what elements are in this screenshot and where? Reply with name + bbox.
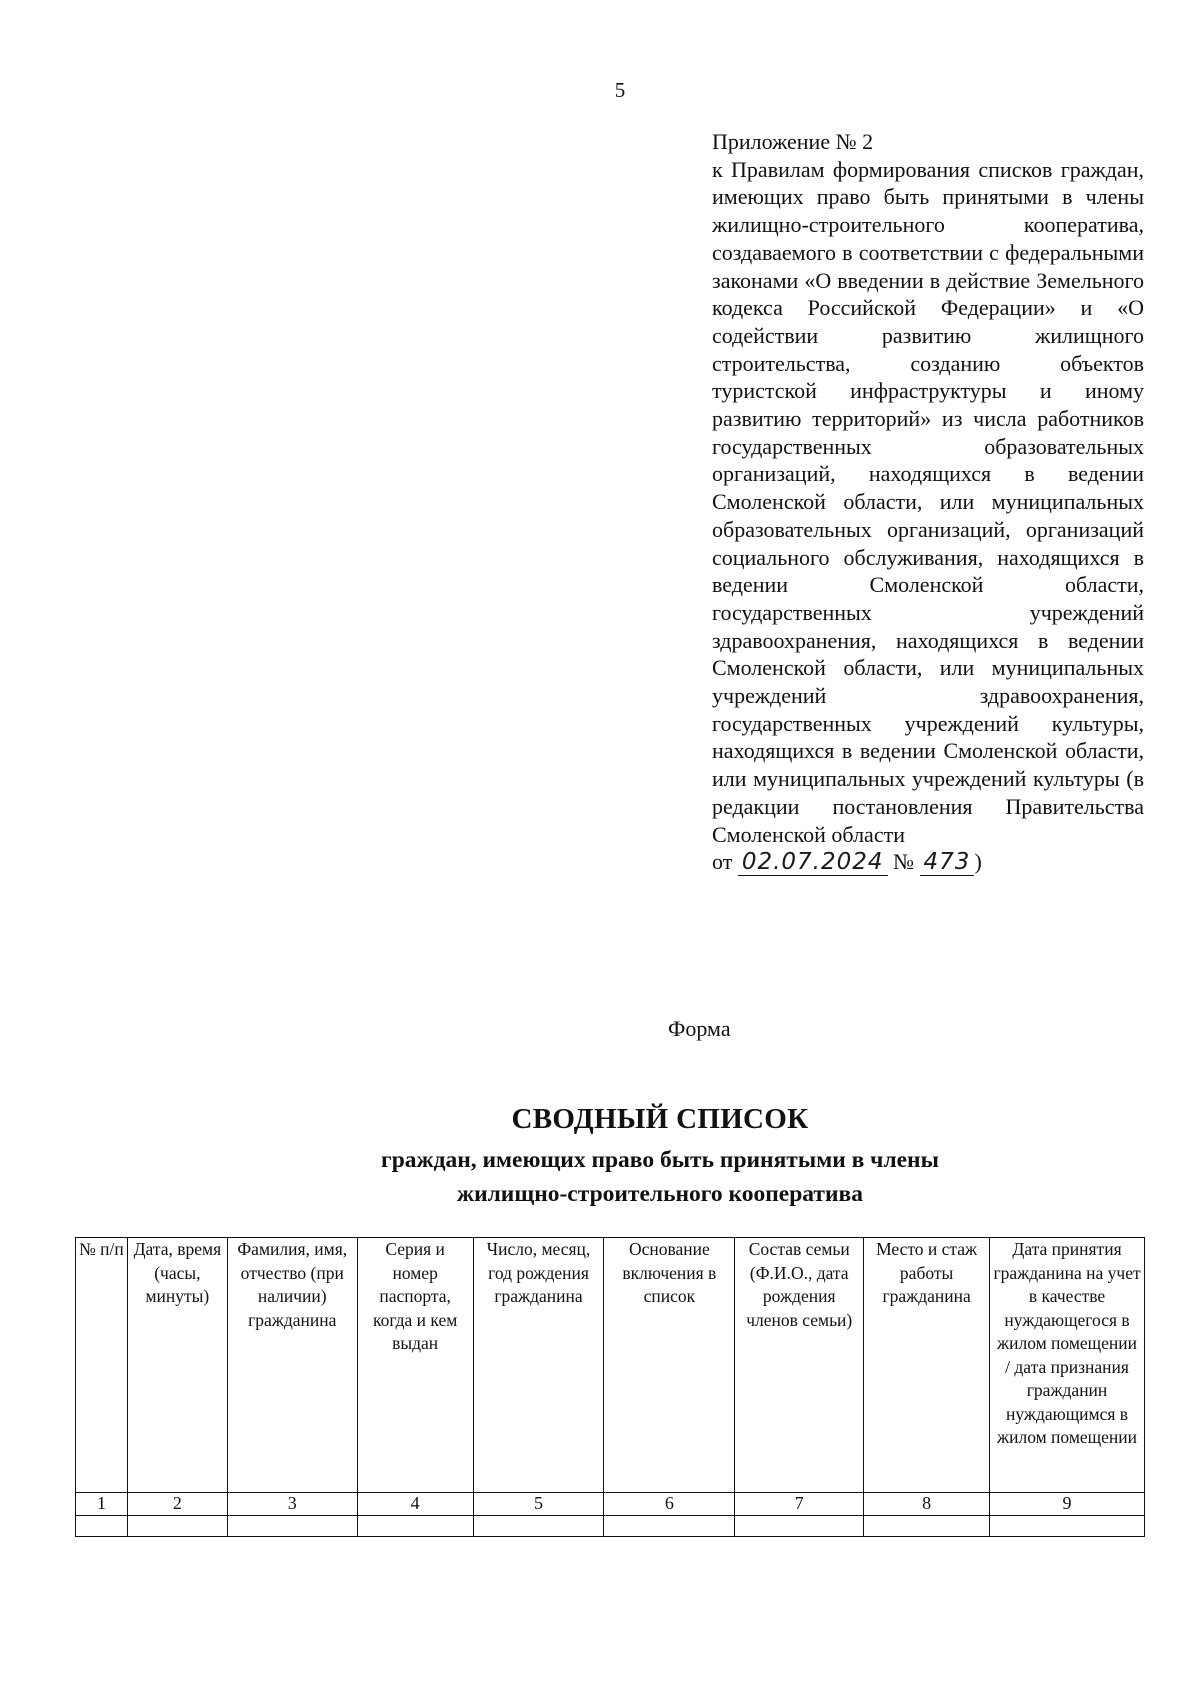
column-number: 7 xyxy=(735,1493,864,1516)
handwritten-number: 473 xyxy=(920,849,975,876)
column-number: 3 xyxy=(227,1493,357,1516)
header-row xyxy=(76,1238,1145,1493)
blank-cell xyxy=(357,1516,473,1537)
appendix-text: к Правилам формирования списков граждан, имеющих право быть принятыми в члены жилищно-строительного кооператива, создаваемого в соответствии с федеральными законами «О введении в действие Земельного кодекса Российской Федерации» и «О содействии развитию жилищного строительства, созданию объектов туристской инфраструктуры и иному развитию территорий» из числа работников государственных образовательных организаций, находящихся в ведении Смоленской области, или муниципальных образовательных организаций, организаций социального обслуживания, находящихся в ведении Смоленской области, государственных учреждений здравоохранения, находящихся в ведении Смоленской области, или муниципальных учреждений здравоохранения, государственных учреждений культуры, находящихся в ведении Смоленской области, или муниципальных учреждений культуры (в редакции постановления Правительства Смоленской области от 02.07.2024 № 473 ) xyxy=(712,156,1144,876)
blank-cell xyxy=(473,1516,604,1537)
register-table xyxy=(75,1237,1145,1537)
column-number: 8 xyxy=(864,1493,990,1516)
appendix-title: Приложение № 2 xyxy=(712,129,874,154)
header-cell-index: № п/п xyxy=(76,1238,128,1493)
column-number-row xyxy=(76,1493,1145,1516)
column-number: 2 xyxy=(127,1493,227,1516)
column-number: 6 xyxy=(604,1493,735,1516)
document-title: СВОДНЫЙ СПИСОК xyxy=(511,1103,809,1135)
subtitle-line-2: жилищно-строительного кооператива xyxy=(457,1181,863,1207)
header-cell-fullname: Фамилия, имя, отчество (при наличии) гражданина xyxy=(227,1238,357,1493)
blank-cell xyxy=(864,1516,990,1537)
header-cell-basis: Основание включения в список xyxy=(604,1238,735,1493)
column-number: 5 xyxy=(473,1493,604,1516)
appendix-block xyxy=(712,128,1144,877)
header-cell-family: Состав семьи (Ф.И.О., дата рождения членов семьи) xyxy=(735,1238,864,1493)
blank-cell xyxy=(735,1516,864,1537)
header-cell-passport: Серия и номер паспорта, когда и кем выдан xyxy=(357,1238,473,1493)
subtitle-line-1: граждан, имеющих право быть принятыми в члены xyxy=(381,1147,939,1173)
header-cell-birthdate: Число, месяц, год рождения гражданина xyxy=(473,1238,604,1493)
form-label: Форма xyxy=(668,1016,731,1041)
header-cell-registration-date: Дата принятия гражданина на учет в качестве нуждающегося в жилом помещении / дата признания гражданин нуждающимся в жилом помещении xyxy=(990,1238,1145,1493)
signature-line xyxy=(712,848,982,877)
blank-cell xyxy=(604,1516,735,1537)
column-number: 4 xyxy=(357,1493,473,1516)
handwritten-date: 02.07.2024 xyxy=(738,849,888,876)
from-label: от xyxy=(712,849,733,875)
blank-cell xyxy=(227,1516,357,1537)
blank-data-row xyxy=(76,1516,1145,1537)
header-cell-workplace: Место и стаж работы гражданина xyxy=(864,1238,990,1493)
closing-paren: ) xyxy=(974,849,982,875)
column-number: 9 xyxy=(990,1493,1145,1516)
blank-cell xyxy=(76,1516,128,1537)
column-number: 1 xyxy=(76,1493,128,1516)
header-cell-datetime: Дата, время (часы, минуты) xyxy=(127,1238,227,1493)
blank-cell xyxy=(990,1516,1145,1537)
blank-cell xyxy=(127,1516,227,1537)
page-number: 5 xyxy=(614,78,626,102)
number-label: № xyxy=(893,849,915,875)
document-subtitle xyxy=(0,1143,1200,1211)
